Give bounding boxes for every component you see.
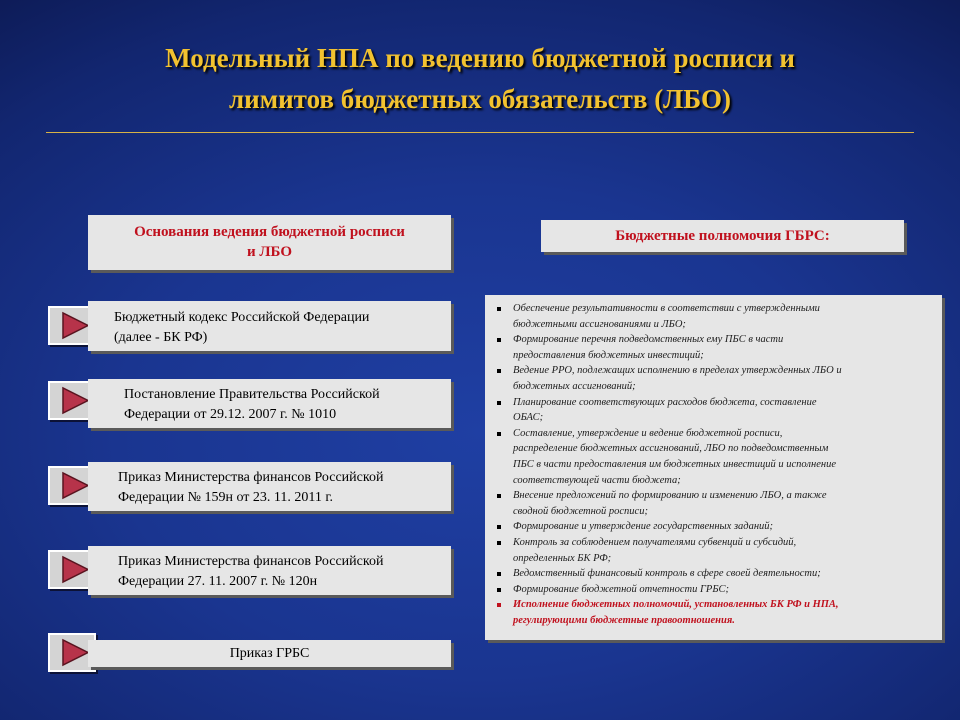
power-bullet-line: Формирование и утверждение государственных заданий; xyxy=(513,521,774,533)
power-bullet-line: бюджетными ассигнованиями и ЛБО; xyxy=(513,318,686,330)
power-bullet-line: Ведение РРО, подлежащих исполнению в пределах утвержденных ЛБО и xyxy=(513,365,842,377)
power-bullet-item xyxy=(495,535,934,566)
power-bullet-line: Формирование бюджетной отчетности ГРБС; xyxy=(513,583,730,595)
power-bullet-line: предоставления бюджетных инвестиций; xyxy=(513,349,704,361)
power-bullet-line: бюджетных ассигнований; xyxy=(513,380,636,392)
bullet-marker-icon xyxy=(497,494,501,498)
legal-basis-header-line1: Основания ведения бюджетной росписи xyxy=(134,224,405,240)
power-bullet-line: Исполнение бюджетных полномочий, установленных БК РФ и НПА, xyxy=(513,599,839,611)
legal-basis-item-line1: Приказ Министерства финансов Российской xyxy=(118,554,384,569)
legal-basis-item-line2: Федерации № 159н от 23. 11. 2011 г. xyxy=(118,490,334,505)
power-bullet-item xyxy=(495,363,934,394)
legal-basis-item-line1: Бюджетный кодекс Российской Федерации xyxy=(114,310,370,325)
title-divider xyxy=(46,132,914,133)
legal-basis-item-line2: (далее - БК РФ) xyxy=(114,330,208,345)
power-bullet-item xyxy=(495,332,934,363)
bullet-marker-icon xyxy=(497,572,501,576)
power-bullet-line: Формирование перечня подведомственных ему ПБС в части xyxy=(513,334,784,346)
slide-title-line2: лимитов бюджетных обязательств (ЛБО) xyxy=(229,84,731,114)
power-bullet-line: сводной бюджетной росписи; xyxy=(513,505,648,517)
power-bullet-line: ОБАС; xyxy=(513,412,544,424)
legal-basis-item-line2: Федерации от 29.12. 2007 г. № 1010 xyxy=(124,407,337,422)
legal-basis-item[interactable] xyxy=(88,462,451,511)
legal-basis-item-line1: Приказ ГРБС xyxy=(229,646,310,661)
power-bullet-item xyxy=(495,597,934,628)
power-bullet-item xyxy=(495,488,934,519)
bullet-marker-icon xyxy=(497,369,501,373)
power-bullet-item xyxy=(495,566,934,582)
power-bullet-line: Ведомственный финансовый контроль в сфере своей деятельности; xyxy=(513,568,821,580)
power-bullet-line: Составление, утверждение и ведение бюджетной росписи, xyxy=(513,427,783,439)
legal-basis-header-line2: и ЛБО xyxy=(246,244,293,260)
power-bullet-item xyxy=(495,582,934,598)
power-bullet-line: Планирование соответствующих расходов бюджета, составление xyxy=(513,396,817,408)
power-bullet-line: ПБС в части предоставления им бюджетных инвестиций и исполнение xyxy=(513,458,836,470)
power-bullet-item xyxy=(495,519,934,535)
bullet-marker-icon xyxy=(497,541,501,545)
bullet-marker-icon xyxy=(497,588,501,592)
legal-basis-header xyxy=(88,215,451,270)
power-bullet-line: соответствующей части бюджета; xyxy=(513,474,681,486)
bullet-marker-icon xyxy=(497,307,501,311)
legal-basis-item-line2: Федерации 27. 11. 2007 г. № 120н xyxy=(118,574,318,589)
bullet-marker-icon xyxy=(497,401,501,405)
power-bullet-line: Контроль за соблюдением получателями субвенций и субсидий, xyxy=(513,536,797,548)
legal-basis-item-line1: Приказ Министерства финансов Российской xyxy=(118,470,384,485)
grbs-powers-list xyxy=(485,295,942,640)
bullet-marker-icon xyxy=(497,432,501,436)
powers-bullet-list xyxy=(495,301,934,628)
power-bullet-line: регулирующими бюджетные правоотношения. xyxy=(513,614,735,626)
grbs-powers-header: Бюджетные полномочия ГБРС: xyxy=(541,220,904,252)
power-bullet-line: Внесение предложений по формированию и изменению ЛБО, а также xyxy=(513,490,827,502)
power-bullet-item xyxy=(495,395,934,426)
legal-basis-item[interactable] xyxy=(88,301,451,351)
bullet-marker-icon xyxy=(497,603,501,607)
power-bullet-line: Обеспечение результативности в соответствии с утвержденными xyxy=(513,303,820,314)
legal-basis-item[interactable] xyxy=(88,379,451,428)
power-bullet-item xyxy=(495,426,934,488)
power-bullet-item xyxy=(495,301,934,332)
bullet-marker-icon xyxy=(497,338,501,342)
power-bullet-line: определенных БК РФ; xyxy=(513,552,612,564)
bullet-marker-icon xyxy=(497,525,501,529)
power-bullet-line: распределение бюджетных ассигнований, ЛБО по подведомственным xyxy=(513,443,829,455)
slide-title-line1: Модельный НПА по ведению бюджетной росписи и xyxy=(165,43,795,73)
slide-title xyxy=(60,38,900,120)
legal-basis-item-line1: Постановление Правительства Российской xyxy=(124,387,380,402)
legal-basis-item[interactable] xyxy=(88,640,451,667)
legal-basis-item[interactable] xyxy=(88,546,451,595)
